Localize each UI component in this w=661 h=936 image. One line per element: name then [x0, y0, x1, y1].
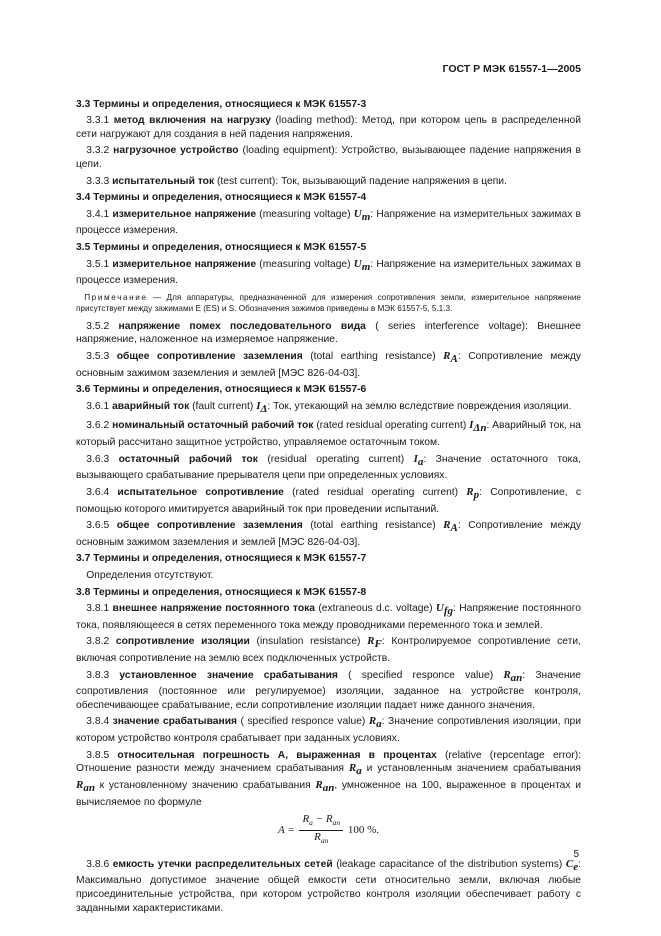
- term-3-5-2: 3.5.2 напряжение помех последовательного вида ( series interference voltage): Внешнее напряжение, наложенное на измеряемое напряжение.: [76, 320, 581, 346]
- formula-numerator: $R_a - R_{an}$: [299, 813, 343, 831]
- section-heading-3-8: 3.8 Термины и определения, относящиеся к МЭК 61557-8: [76, 586, 367, 598]
- paragraph-3-7: Определения отсутствуют.: [86, 570, 214, 581]
- term-3-8-5: 3.8.5 относительная погрешность A, выраженная в процентах (relative (repcentage error): Отношение разности между значением срабатывания $R_a$ и установленным значением срабатывания $R_{an}$ к установленному значению срабатывания $R_{an}$, умноженное на 100, выраженное в процентах и вычисляемое по формуле: [76, 749, 582, 808]
- term-3-5-3: 3.5.3 общее сопротивление заземления (total earthing resistance) $R_A$: Сопротивление между основным зажимом заземления и землей [МЭС 826-04-03].: [76, 350, 582, 379]
- section-heading-3-4: 3.4 Термины и определения, относящиеся к МЭК 61557-4: [76, 192, 367, 204]
- section-heading-3-6: 3.6 Термины и определения, относящиеся к МЭК 61557-6: [76, 384, 367, 396]
- term-3-6-1: 3.6.1 аварийный ток (fault current) $I_\Delta$: Ток, утекающий на землю вследствие повреждения изоляции.: [86, 399, 572, 415]
- term-3-5-1: 3.5.1 измерительное напряжение (measuring voltage) $U_m$: Напряжение на измерительных зажимах в процессе измерения.: [76, 257, 581, 287]
- section-heading-3-7: 3.7 Термины и определения, относящиеся к МЭК 61557-7: [76, 553, 367, 565]
- formula-denominator: $R_{an}$: [314, 830, 329, 846]
- page-number: 5: [573, 849, 579, 860]
- note-3-5-1: Примечание — Для аппаратуры, предназначенной для измерения сопротивления земли, измерительное напряжение присутствует между зажимами E (ES) и S. Обозначения зажимов приведены в МЭК 61557-5, 5.1.3.: [76, 292, 581, 313]
- term-3-3-2: 3.3.2 нагрузочное устройство (loading equipment): Устройство, вызывающее падение напряжения в цепи.: [76, 145, 581, 170]
- term-3-3-3: 3.3.3 испытательный ток (test current): Ток, вызывающий падение напряжения в цепи.: [86, 175, 507, 187]
- term-3-8-2: 3.8.2 сопротивление изоляции (insulation resistance) $R_F$: Контролируемое сопротивление сети, включая сопротивление на землю всех подключенных устройств.: [76, 635, 581, 665]
- term-3-8-6: 3.8.6 емкость утечки распределительных сетей (leakage capacitance of the distribution systems) $C_e$: Максимально допустимое значение общей емкости сети относительно земли, включая любые присоединительные устройства, при котором устройство контроля изоляции обеспечивает работу с заданными характеристиками.: [76, 857, 581, 914]
- section-heading-3-5: 3.5 Термины и определения, относящиеся к МЭК 61557-5: [76, 241, 367, 253]
- term-3-6-3: 3.6.3 остаточный рабочий ток (residual operating current) $I_a$: Значение остаточного тока, вызывающего срабатывание прерывателя цепи при определенных условиях.: [76, 452, 581, 482]
- term-3-6-2: 3.6.2 номинальный остаточный рабочий ток (rated residual operating current) $I_{\Delta n}$: Аварийный ток, на который рассчитано защитное устройство, управляемое остаточным током.: [76, 419, 582, 449]
- relative-error-formula: A = $\frac{R_a - R_{an}}{R_{an}}$ 100 %.: [76, 813, 581, 848]
- section-heading-3-3: 3.3 Термины и определения, относящиеся к МЭК 61557-3: [76, 98, 367, 110]
- document-header: ГОСТ Р МЭК 61557-1—2005: [442, 63, 581, 75]
- term-3-8-1: 3.8.1 внешнее напряжение постоянного тока (extraneous d.c. voltage) $U_{fg}$: Напряжение постоянного тока, появляющееся в сетях переменного тока между проводниками переменного тока и землей.: [76, 602, 581, 631]
- term-3-3-1: 3.3.1 метод включения на нагрузку (loading method): Метод, при котором цепь в распределенной сети нагружают для создания в ней падения напряжения.: [76, 115, 581, 140]
- formula-fraction: [299, 813, 343, 848]
- term-3-6-4: 3.6.4 испытательное сопротивление (rated residual operating current) $R_p$: Сопротивление, с помощью которого имитируется аварийный ток при проведении испытаний.: [76, 485, 581, 515]
- term-3-8-3: 3.8.3 установленное значение срабатывания ( specified responce value) $R_{an}$: Значение сопротивления (постоянное или регулируемое) изоляции, заданное на устройстве контроля, обеспечивающее срабатывание, если сопротивление изоляции падает ниже данного значения.: [76, 668, 581, 711]
- term-3-6-5: 3.6.5 общее сопротивление заземления (total earthing resistance) $R_A$: Сопротивление между основным зажимом заземления и землей [МЭС 826-04-03].: [76, 519, 582, 548]
- term-3-8-4: 3.8.4 значение срабатывания ( specified responce value) $R_a$: Значение сопротивления изоляции, при котором устройство контроля срабатывает при заданных условиях.: [76, 715, 581, 745]
- term-3-4-1: 3.4.1 измерительное напряжение (measuring voltage) $U_m$: Напряжение на измерительных зажимах в процессе измерения.: [76, 207, 581, 237]
